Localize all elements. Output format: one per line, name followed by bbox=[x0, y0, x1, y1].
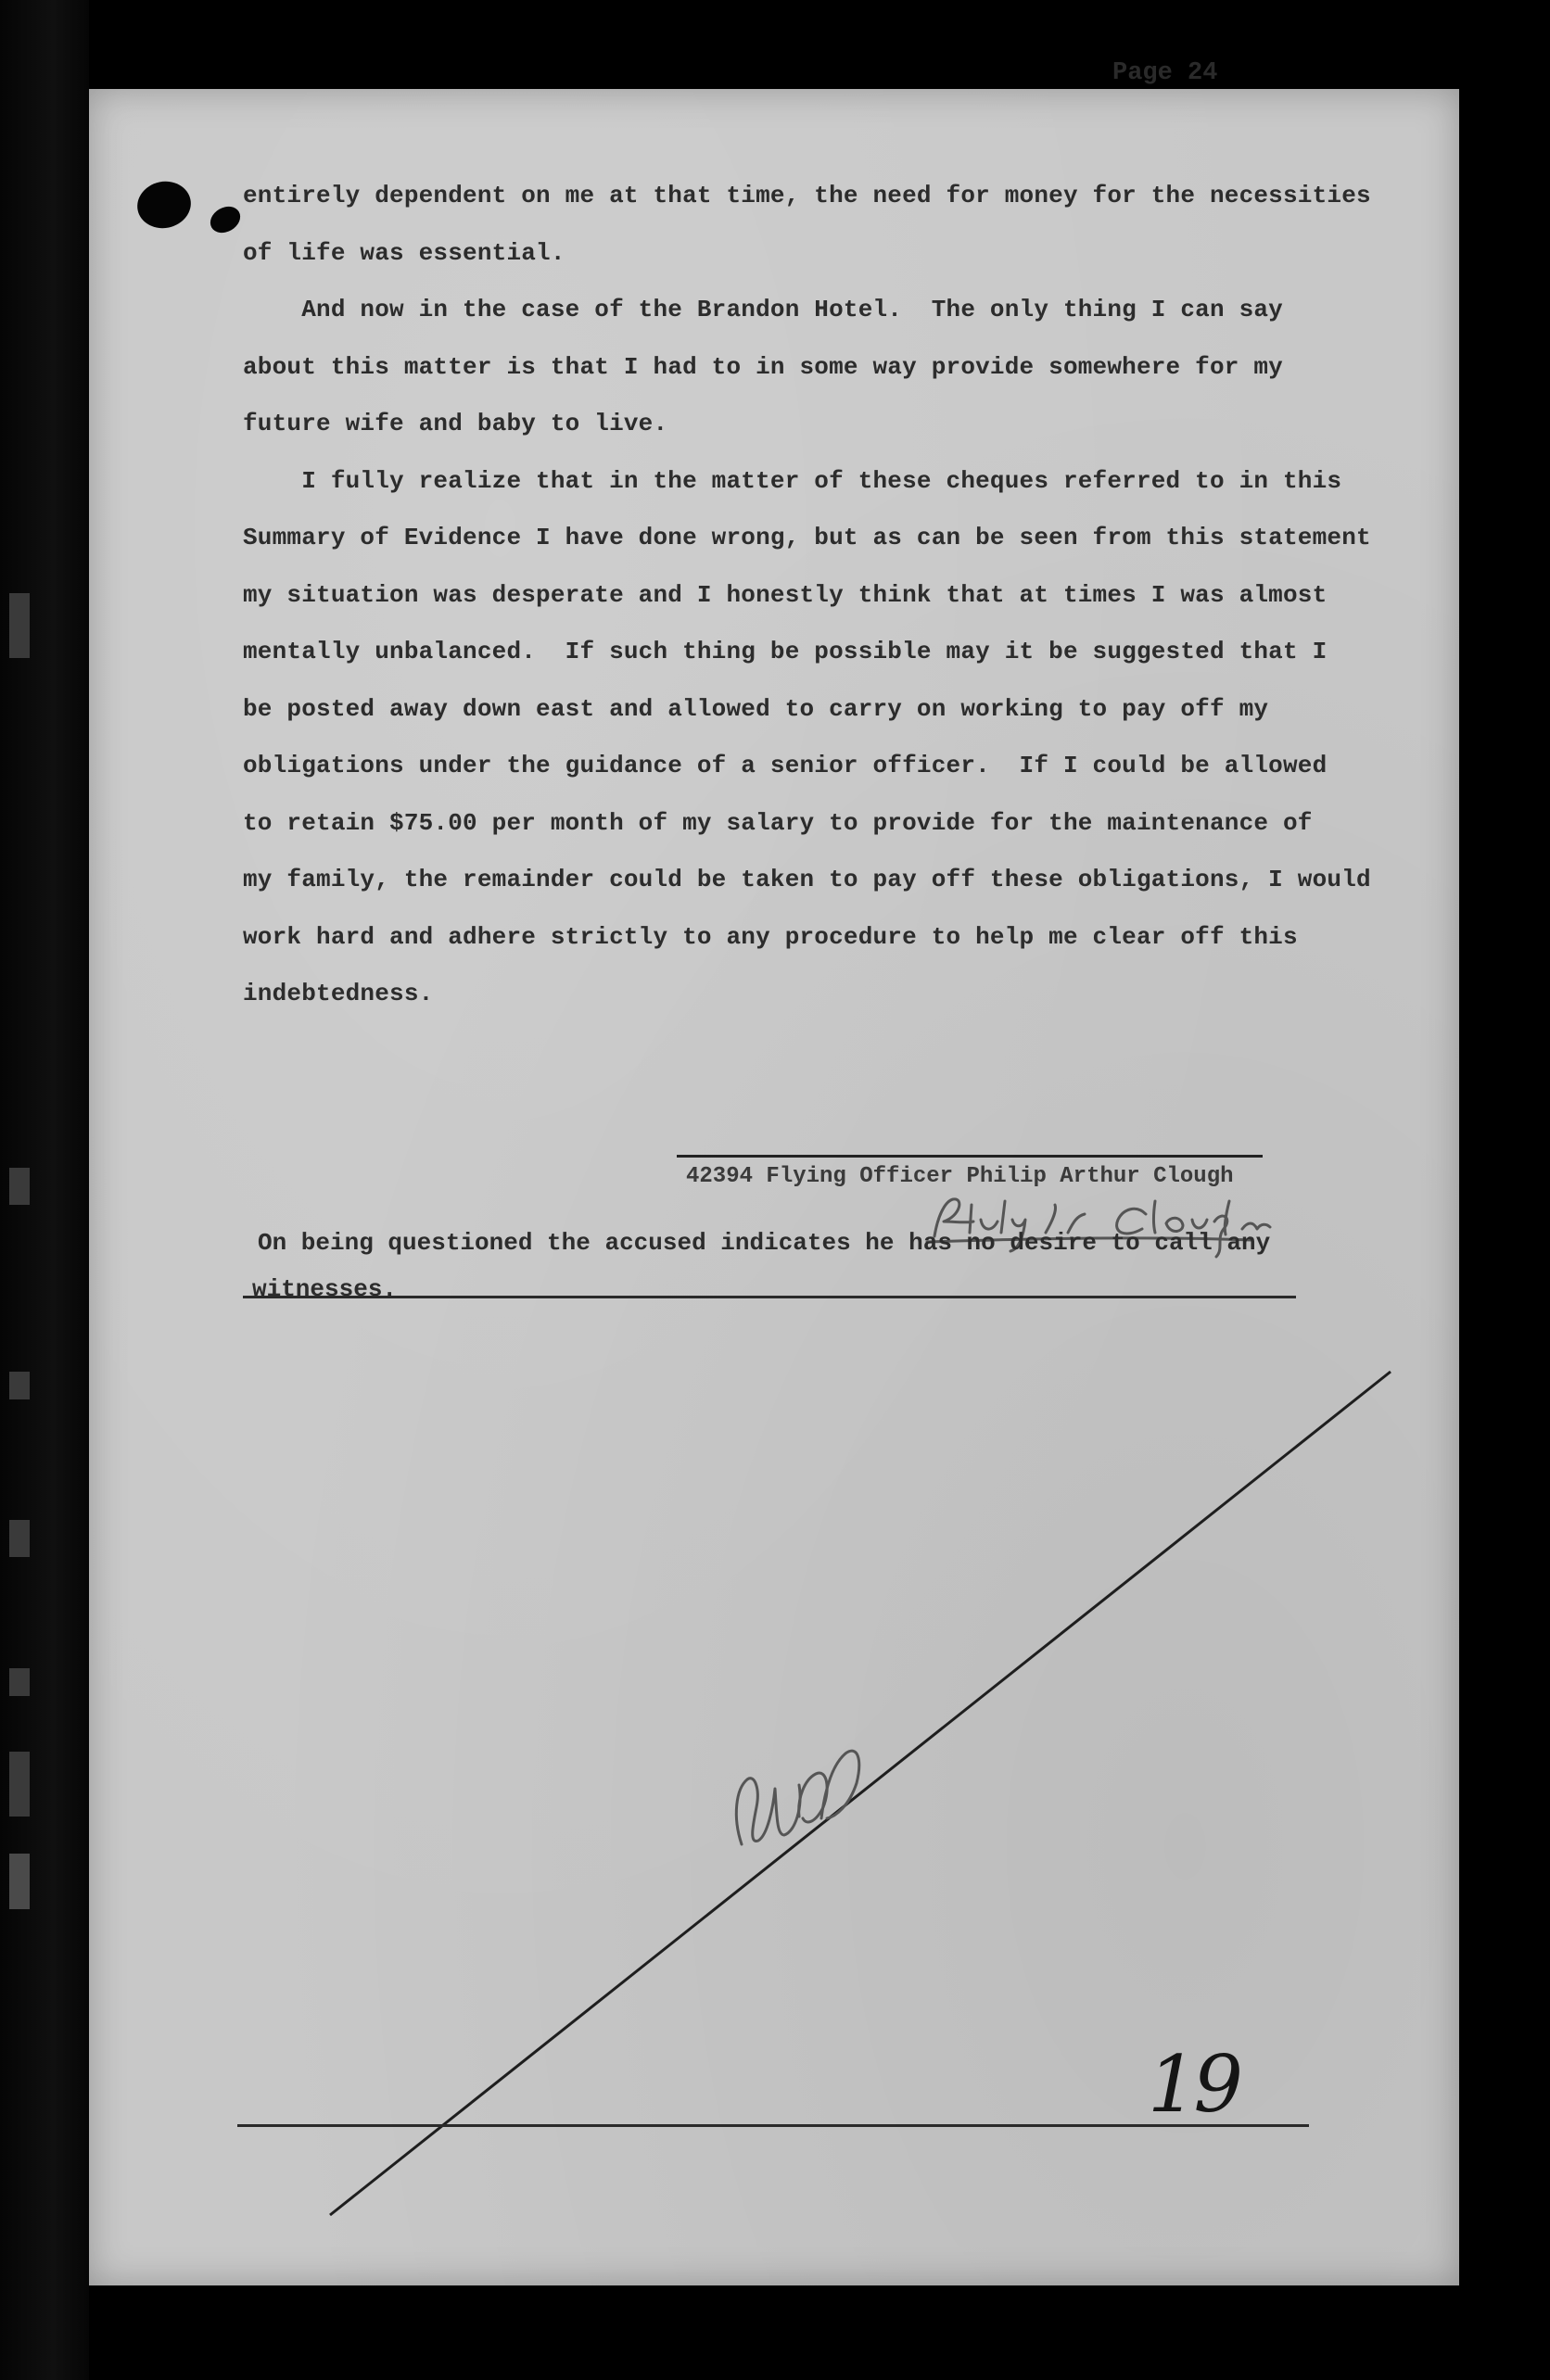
body-line: my situation was desperate and I honestly think that at times I was almost bbox=[243, 580, 1328, 609]
page-number: Page 24 bbox=[1112, 59, 1218, 87]
questioning-line: witnesses. bbox=[252, 1275, 398, 1303]
body-line: obligations under the guidance of a senior officer. If I could be allowed bbox=[243, 752, 1328, 779]
questioning-line: On being questioned the accused indicates he has no desire to call any bbox=[258, 1229, 1271, 1257]
body-line: my family, the remainder could be taken to pay off these obligations, I would bbox=[243, 866, 1371, 893]
signature-line bbox=[677, 1155, 1263, 1158]
body-line: work hard and adhere strictly to any procedure to help me clear off this bbox=[243, 922, 1298, 951]
body-line: about this matter is that I had to in some way provide somewhere for my bbox=[243, 352, 1283, 381]
body-line: And now in the case of the Brandon Hotel. The only thing I can say bbox=[243, 296, 1283, 323]
body-line: to retain $75.00 per month of my salary to provide for the maintenance of bbox=[243, 808, 1313, 837]
body-line: future wife and baby to live. bbox=[243, 410, 668, 437]
questioning-statement bbox=[252, 1220, 1271, 1312]
body-line: of life was essential. bbox=[243, 238, 565, 267]
body-line: I fully realize that in the matter of these cheques referred to in this bbox=[243, 466, 1342, 495]
body-line: be posted away down east and allowed to carry on working to pay off my bbox=[243, 694, 1269, 723]
body-line: entirely dependent on me at that time, the need for money for the necessities bbox=[243, 182, 1371, 209]
typed-signatory-name: 42394 Flying Officer Philip Arthur Clough bbox=[686, 1164, 1234, 1189]
body-line: indebtedness. bbox=[243, 980, 434, 1007]
folio-number: 19 bbox=[1148, 2039, 1239, 2130]
closing-rule bbox=[243, 1296, 1296, 1298]
handwritten-initials bbox=[736, 1751, 858, 1844]
body-line: mentally unbalanced. If such thing be possible may it be suggested that I bbox=[243, 638, 1328, 665]
body-line: Summary of Evidence I have done wrong, but as can be seen from this statement bbox=[243, 524, 1371, 551]
